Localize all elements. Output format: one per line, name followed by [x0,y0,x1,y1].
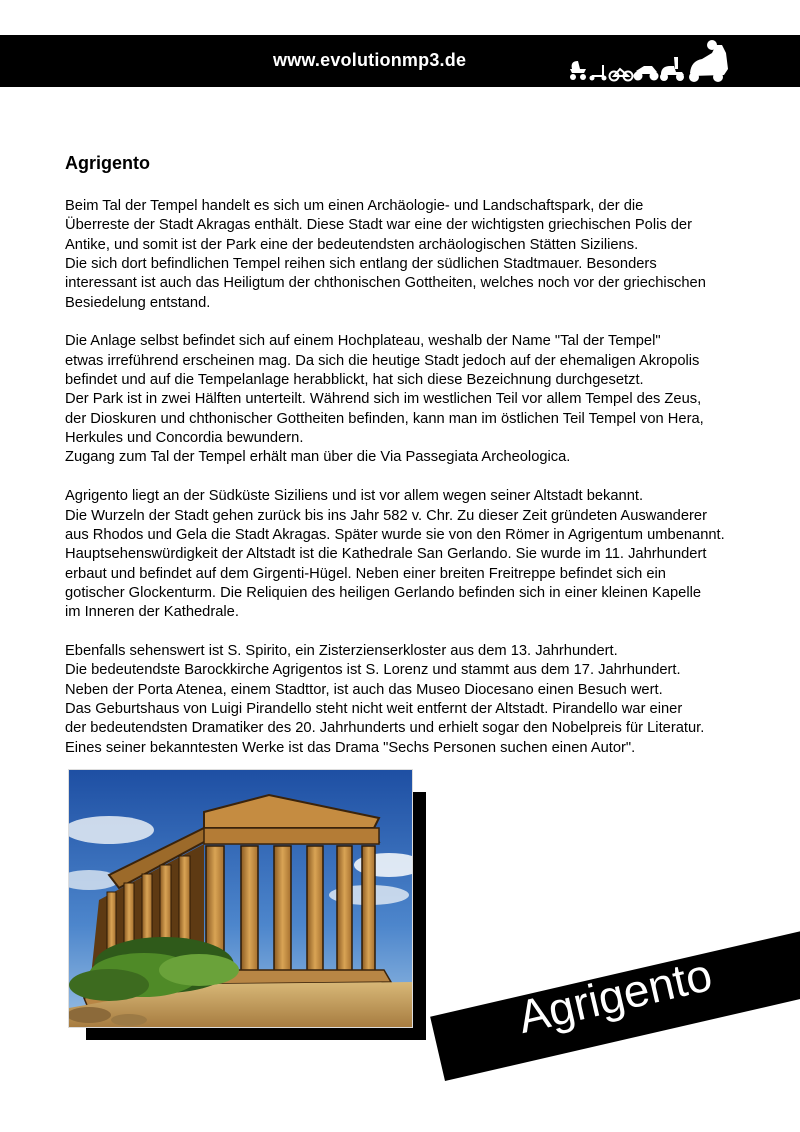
text-line: Überreste der Stadt Akragas enthält. Diese Stadt war eine der wichtigsten griechischen Polis der [65,217,692,234]
text-line: der Dioskuren und chthonischer Gottheiten befinden, kann man im östlichen Teil Tempel von Hera, [65,410,704,427]
text-line: der bedeutendsten Dramatiker des 20. Jahrhunderts und erhielt sogar den Nobelpreis für Literatur. [65,720,705,737]
text-line: interessant ist auch das Heiligtum der chthonischen Gottheiten, welches noch vor der griechischen [65,275,706,292]
text-line: erbaut und befindet auf dem Girgenti-Hügel. Neben einer breiten Freitreppe befindet sich ein [65,565,666,582]
text-line: Das Geburtshaus von Luigi Pirandello steht nicht weit entfernt der Altstadt. Pirandello war einer [65,700,683,717]
text-line: Die Anlage selbst befindet sich auf einem Hochplateau, weshalb der Name "Tal der Tempel" [65,333,661,350]
text-line: Beim Tal der Tempel handelt es sich um einen Archäologie- und Landschaftspark, der die [65,198,644,214]
paragraph [65,332,785,467]
text-line: Die sich dort befindlichen Tempel reihen sich entlang der südlichen Stadtmauer. Besonders [65,256,657,273]
text-line: Hauptsehenswürdigkeit der Altstadt ist die Kathedrale San Gerlando. Sie wurde im 11. Jahrhundert [65,546,707,563]
article-body [65,197,785,777]
text-line: Zugang zum Tal der Tempel erhält man über die Via Passegiata Archeologica. [65,449,571,466]
page-title: Agrigento [65,153,150,173]
text-line: Die bedeutendste Barockkirche Agrigentos ist S. Lorenz und stammt aus dem 17. Jahrhundert. [65,662,681,679]
site-url[interactable]: www.evolutionmp3.de [273,50,467,70]
paragraph [65,197,785,313]
text-line: Agrigento liegt an der Südküste Siziliens und ist vor allem wegen seiner Altstadt bekannt. [65,488,644,505]
text-line: Der Park ist in zwei Hälften unterteilt. Während sich im westlichen Teil vor allem Tempel des Zeus, [65,391,702,408]
text-line: im Inneren der Kathedrale. [65,604,239,621]
text-line: Herkules und Concordia bewundern. [65,430,304,447]
temple-illustration [69,770,413,1028]
text-line: Neben der Porta Atenea, einem Stadttor, ist auch das Museo Diocesano einen Besuch wert. [65,681,663,698]
text-line: gotischer Glockenturm. Die Reliquien des heiligen Gerlando befinden sich in einer kleinen Kapelle [65,584,702,601]
paragraph [65,642,785,758]
text-line: aus Rhodos und Gela die Stadt Akragas. Später wurde sie von den Römer in Agrigentum umbenannt. [65,526,725,543]
paragraph [65,487,785,622]
text-line: Besiedelung entstand. [65,294,211,311]
text-line: Eines seiner bekanntesten Werke ist das Drama "Sechs Personen suchen einen Autor". [65,739,636,756]
temple-photo [68,769,413,1028]
vehicle-silhouettes-icon [566,39,734,83]
text-line: etwas irreführend erscheinen mag. Da sich die heutige Stadt jedoch auf der ehemaligen Akropolis [65,352,700,369]
banner-label: Agrigento [513,948,717,1044]
header-bar [0,35,800,87]
text-line: Die Wurzeln der Stadt gehen zurück bis ins Jahr 582 v. Chr. Zu dieser Zeit gründeten Auswanderer [65,507,707,524]
text-line: Ebenfalls sehenswert ist S. Spirito, ein Zisterzienserkloster aus dem 13. Jahrhundert. [65,642,618,659]
text-line: Antike, und somit ist der Park eine der bedeutendsten archäologischen Stätten Siziliens. [65,236,639,253]
text-line: befindet und auf die Tempelanlage herabblickt, hat sich diese Bezeichnung durchgesetzt. [65,372,644,389]
